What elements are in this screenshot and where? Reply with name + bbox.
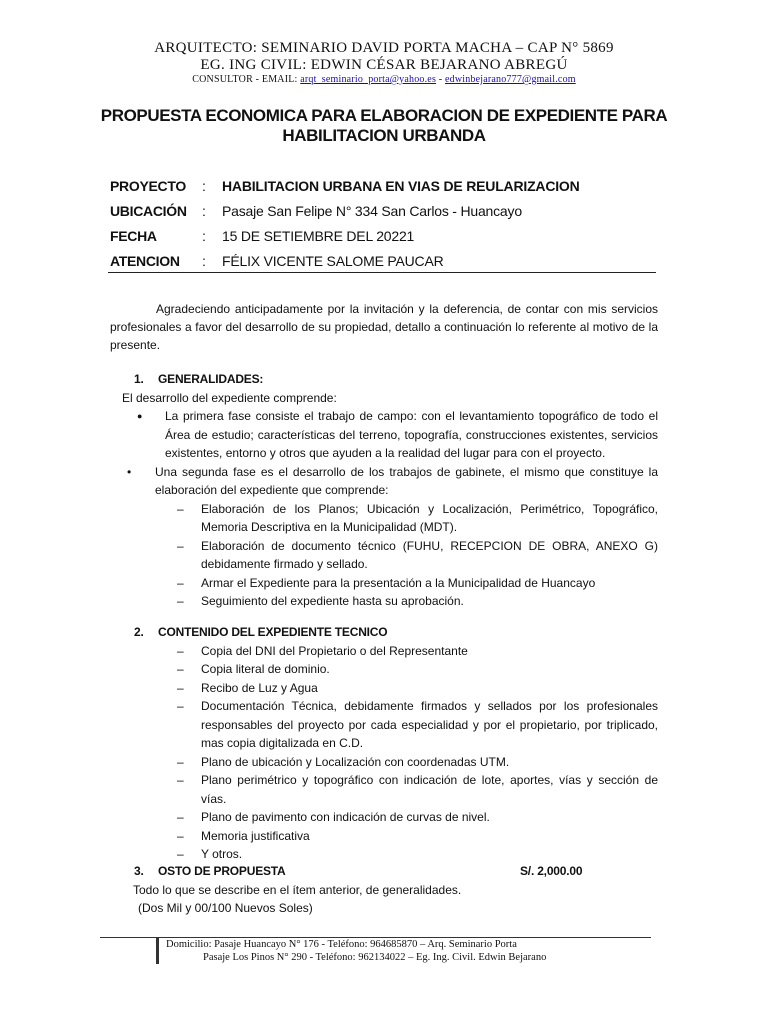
list-item-text: Una segunda fase es el desarrollo de los trabajos de gabinete, el mismo que constituye la elaboración del expediente que comprende: bbox=[155, 464, 658, 497]
cost-description: Todo lo que se describe en el ítem anterior, de generalidades. bbox=[133, 882, 462, 897]
list-item bbox=[110, 845, 658, 864]
list-item-text: Plano de pavimento con indicación de curvas de nivel. bbox=[201, 810, 490, 824]
list-item-text: Elaboración de documento técnico (FUHU, RECEPCION DE OBRA, ANEXO G) debidamente firmado y sellado. bbox=[201, 538, 658, 571]
dash-icon: – bbox=[177, 828, 184, 843]
dash-icon: – bbox=[177, 501, 184, 516]
footer-address-2: Pasaje Los Pinos N° 290 - Teléfono: 962134022 – Eg. Ing. Civil. Edwin Bejarano bbox=[203, 951, 547, 963]
list-item bbox=[110, 753, 658, 772]
section-lead: El desarrollo del expediente comprende: bbox=[122, 390, 337, 405]
list-item bbox=[110, 679, 658, 698]
section-title: GENERALIDADES: bbox=[158, 372, 264, 386]
list-item-text: Memoria justificativa bbox=[201, 828, 310, 843]
list-item-text: Documentación Técnica, debidamente firmados y sellados por los profesionales responsables del proyecto por cada especialidad y por el propietario, por triplicado, mas copia digitalizada en C.D. bbox=[201, 699, 658, 750]
list-item-text: Elaboración de los Planos; Ubicación y Localización, Perimétrico, Topográfico, Memoria Descriptiva en la Municipalidad (MDT). bbox=[201, 501, 658, 534]
list-item bbox=[110, 537, 658, 574]
section-heading bbox=[110, 862, 658, 881]
list-item-text: Plano de ubicación y Localización con coordenadas UTM. bbox=[201, 754, 510, 769]
info-row-fecha bbox=[110, 228, 658, 253]
list-item-text: Plano perimétrico y topográfico con indicación de lote, aportes, vías y sección de vías. bbox=[201, 773, 658, 806]
consultor-label: CONSULTOR - EMAIL: bbox=[192, 74, 301, 85]
section-title: OSTO DE PROPUESTA bbox=[158, 864, 286, 878]
list-item bbox=[110, 500, 658, 537]
bullet-icon: ● bbox=[137, 411, 143, 421]
dash-icon: – bbox=[177, 680, 184, 695]
info-row-ubicacion bbox=[110, 203, 658, 228]
list-item-text: La primera fase consiste el trabajo de campo: con el levantamiento topográfico de todo el Área de estudio; características del terreno, topografía, construcciones existentes, servicios existentes, entorno y otros que ayuden a la realidad del lugar para con el proyecto. bbox=[165, 409, 658, 460]
section-number: 3. bbox=[134, 864, 144, 878]
section-contenido bbox=[110, 623, 658, 864]
email-link-architect[interactable]: arqt_seminario_porta@yahoo.es bbox=[300, 74, 437, 85]
proposal-amount: S/. 2,000.00 bbox=[520, 864, 583, 878]
info-label: FECHA bbox=[110, 228, 157, 244]
dash-icon: – bbox=[177, 538, 184, 553]
info-colon: : bbox=[202, 203, 206, 219]
section-heading bbox=[110, 370, 658, 389]
title-line-1: PROPUESTA ECONOMICA PARA ELABORACION DE EXPEDIENTE PARA bbox=[100, 106, 668, 125]
info-label: UBICACIÓN bbox=[110, 203, 187, 219]
section-number: 1. bbox=[134, 372, 144, 386]
letterhead-architect: ARQUITECTO: SEMINARIO DAVID PORTA MACHA – CAP N° 5869 bbox=[154, 40, 614, 56]
dash-icon: – bbox=[177, 594, 184, 608]
list-item bbox=[110, 808, 658, 827]
footer-side-bar bbox=[156, 938, 159, 964]
document-title bbox=[100, 106, 668, 146]
info-value: HABILITACION URBANA EN VIAS DE REULARIZACION bbox=[222, 178, 580, 194]
info-row-proyecto bbox=[110, 178, 658, 203]
info-row-atencion bbox=[110, 253, 658, 278]
section-heading bbox=[110, 623, 658, 642]
letterhead-engineer: EG. ING CIVIL: EDWIN CÉSAR BEJARANO ABREGÚ bbox=[200, 57, 568, 73]
cost-amount-words: (Dos Mil y 00/100 Nuevos Soles) bbox=[138, 901, 313, 915]
info-colon: : bbox=[202, 228, 206, 244]
list-item bbox=[110, 771, 658, 808]
list-item bbox=[110, 407, 658, 463]
list-item bbox=[110, 827, 658, 846]
info-divider bbox=[108, 272, 656, 273]
list-item-text: Seguimiento del expediente hasta su aprobación. bbox=[201, 594, 464, 608]
info-value: Pasaje San Felipe N° 334 San Carlos - Huancayo bbox=[222, 203, 522, 219]
info-value: 15 DE SETIEMBRE DEL 20221 bbox=[222, 228, 415, 244]
list-item-text: Copia literal de dominio. bbox=[201, 662, 330, 676]
list-item bbox=[110, 592, 658, 611]
project-info bbox=[110, 178, 658, 278]
footer bbox=[166, 939, 546, 964]
dash-icon: – bbox=[177, 699, 184, 713]
intro-paragraph: Agradeciendo anticipadamente por la invitación y la deferencia, de contar con mis servicios profesionales a favor del desarrollo de su propiedad, detallo a continuación lo referente al motivo de la presente. bbox=[110, 302, 658, 352]
dash-icon: – bbox=[177, 773, 184, 787]
list-item bbox=[110, 574, 658, 593]
email-separator: - bbox=[436, 74, 445, 85]
list-item bbox=[110, 642, 658, 661]
dash-icon: – bbox=[177, 754, 184, 769]
letterhead bbox=[0, 40, 768, 86]
list-item-text: Copia del DNI del Propietario o del Representante bbox=[201, 643, 468, 658]
dash-icon: – bbox=[177, 662, 184, 676]
dash-icon: – bbox=[177, 643, 184, 658]
section-number: 2. bbox=[134, 625, 144, 639]
info-colon: : bbox=[202, 253, 206, 269]
title-line-2: HABILITACION URBANDA bbox=[282, 126, 486, 145]
section-title: CONTENIDO DEL EXPEDIENTE TECNICO bbox=[158, 625, 388, 639]
dash-icon: – bbox=[177, 575, 184, 590]
list-item bbox=[110, 660, 658, 679]
info-label: ATENCION bbox=[110, 253, 180, 269]
list-item-text: Y otros. bbox=[201, 847, 243, 861]
bullet-icon: • bbox=[127, 464, 132, 479]
info-label: PROYECTO bbox=[110, 178, 186, 194]
dash-icon: – bbox=[177, 847, 184, 861]
info-value: FÉLIX VICENTE SALOME PAUCAR bbox=[222, 253, 444, 269]
list-item-text: Recibo de Luz y Agua bbox=[201, 680, 318, 695]
section-costo bbox=[110, 862, 658, 918]
list-item bbox=[110, 463, 658, 500]
letterhead-contact bbox=[0, 74, 768, 86]
list-item bbox=[110, 697, 658, 753]
email-link-engineer[interactable]: edwinbejarano777@gmail.com bbox=[444, 74, 576, 85]
footer-divider bbox=[100, 937, 651, 938]
list-item-text: Armar el Expediente para la presentación a la Municipalidad de Huancayo bbox=[201, 575, 596, 590]
dash-icon: – bbox=[177, 810, 184, 824]
footer-address-1: Domicilio: Pasaje Huancayo N° 176 - Teléfono: 964685870 – Arq. Seminario Porta bbox=[166, 939, 517, 950]
section-generalidades bbox=[110, 370, 658, 611]
info-colon: : bbox=[202, 178, 206, 194]
